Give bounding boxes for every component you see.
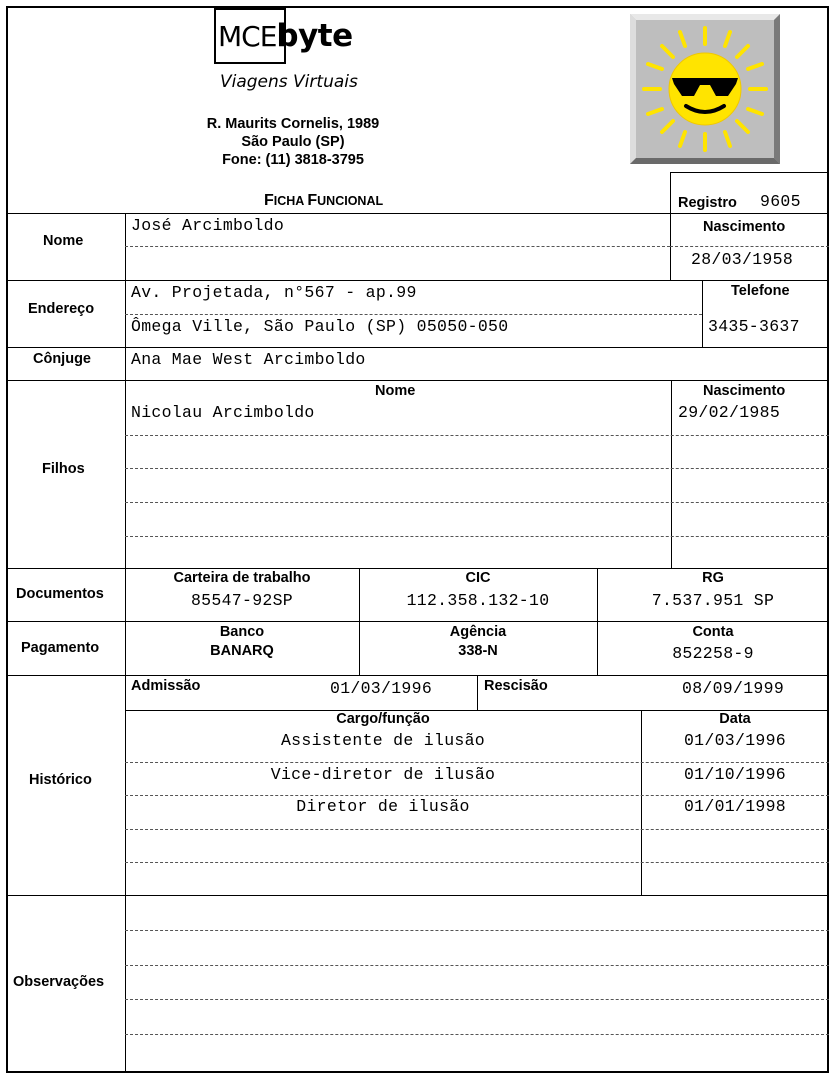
endereco-line1: Av. Projetada, n°567 - ap.99 bbox=[131, 283, 417, 302]
label-observacoes: Observações bbox=[13, 974, 105, 990]
nascimento-label: Nascimento bbox=[703, 219, 786, 235]
conjuge-value: Ana Mae West Arcimboldo bbox=[131, 350, 366, 369]
filho-nascimento-1: 29/02/1985 bbox=[678, 403, 781, 422]
rg-label: RG bbox=[702, 570, 724, 586]
sunglasses-sun-icon bbox=[630, 14, 780, 164]
address-line2: São Paulo (SP) bbox=[241, 134, 345, 150]
conta-value: 852258-9 bbox=[672, 644, 754, 663]
telefone-label: Telefone bbox=[731, 283, 790, 299]
logo-prefix: MCE bbox=[218, 20, 277, 53]
nascimento-value: 28/03/1958 bbox=[691, 250, 794, 269]
banco-label: Banco bbox=[219, 624, 265, 640]
cargo-data-1: 01/03/1996 bbox=[683, 731, 787, 750]
admissao-label: Admissão bbox=[131, 678, 201, 694]
admissao-value: 01/03/1996 bbox=[330, 679, 433, 698]
form-title: FICHA FUNCIONAL bbox=[264, 192, 384, 209]
company-logo bbox=[218, 18, 353, 54]
label-endereco: Endereço bbox=[28, 301, 95, 317]
filho-nome-1: Nicolau Arcimboldo bbox=[131, 403, 315, 422]
form-frame bbox=[6, 6, 829, 1073]
cargo-data-3: 01/01/1998 bbox=[683, 797, 787, 816]
rg-value: 7.537.951 SP bbox=[651, 591, 775, 610]
registro-label: Registro bbox=[678, 195, 737, 211]
cargo-header: Cargo/função bbox=[336, 711, 430, 727]
carteira-label: Carteira de trabalho bbox=[173, 570, 311, 586]
endereco-line2: Ômega Ville, São Paulo (SP) 05050-050 bbox=[131, 317, 509, 336]
rescisao-label: Rescisão bbox=[484, 678, 548, 694]
label-filhos: Filhos bbox=[42, 461, 85, 477]
registro-value: 9605 bbox=[760, 192, 801, 211]
cic-label: CIC bbox=[465, 570, 491, 586]
filhos-nome-header: Nome bbox=[375, 383, 416, 399]
company-tagline: Viagens Virtuais bbox=[220, 72, 358, 92]
label-documentos: Documentos bbox=[16, 586, 104, 602]
cargo-2: Vice-diretor de ilusão bbox=[270, 765, 496, 784]
telefone-value: 3435-3637 bbox=[708, 317, 800, 336]
nome-value: José Arcimboldo bbox=[131, 216, 285, 235]
phone: Fone: (11) 3818-3795 bbox=[222, 152, 364, 168]
cargo-data-2: 01/10/1996 bbox=[683, 765, 787, 784]
label-pagamento: Pagamento bbox=[21, 640, 100, 656]
logo-suffix: byte bbox=[276, 18, 353, 54]
cic-value: 112.358.132-10 bbox=[406, 591, 550, 610]
address-line1: R. Maurits Cornelis, 1989 bbox=[206, 116, 380, 132]
banco-value: BANARQ bbox=[210, 643, 274, 659]
agencia-label: Agência bbox=[449, 624, 507, 640]
label-conjuge: Cônjuge bbox=[33, 351, 91, 367]
agencia-value: 338-N bbox=[458, 643, 498, 659]
filhos-nascimento-header: Nascimento bbox=[703, 383, 786, 399]
conta-label: Conta bbox=[692, 624, 734, 640]
label-historico: Histórico bbox=[29, 772, 92, 788]
cargo-1: Assistente de ilusão bbox=[280, 731, 486, 750]
data-header: Data bbox=[719, 711, 751, 727]
cargo-3: Diretor de ilusão bbox=[296, 797, 470, 816]
carteira-value: 85547-92SP bbox=[190, 591, 294, 610]
label-nome: Nome bbox=[43, 233, 84, 249]
rescisao-value: 08/09/1999 bbox=[682, 679, 785, 698]
